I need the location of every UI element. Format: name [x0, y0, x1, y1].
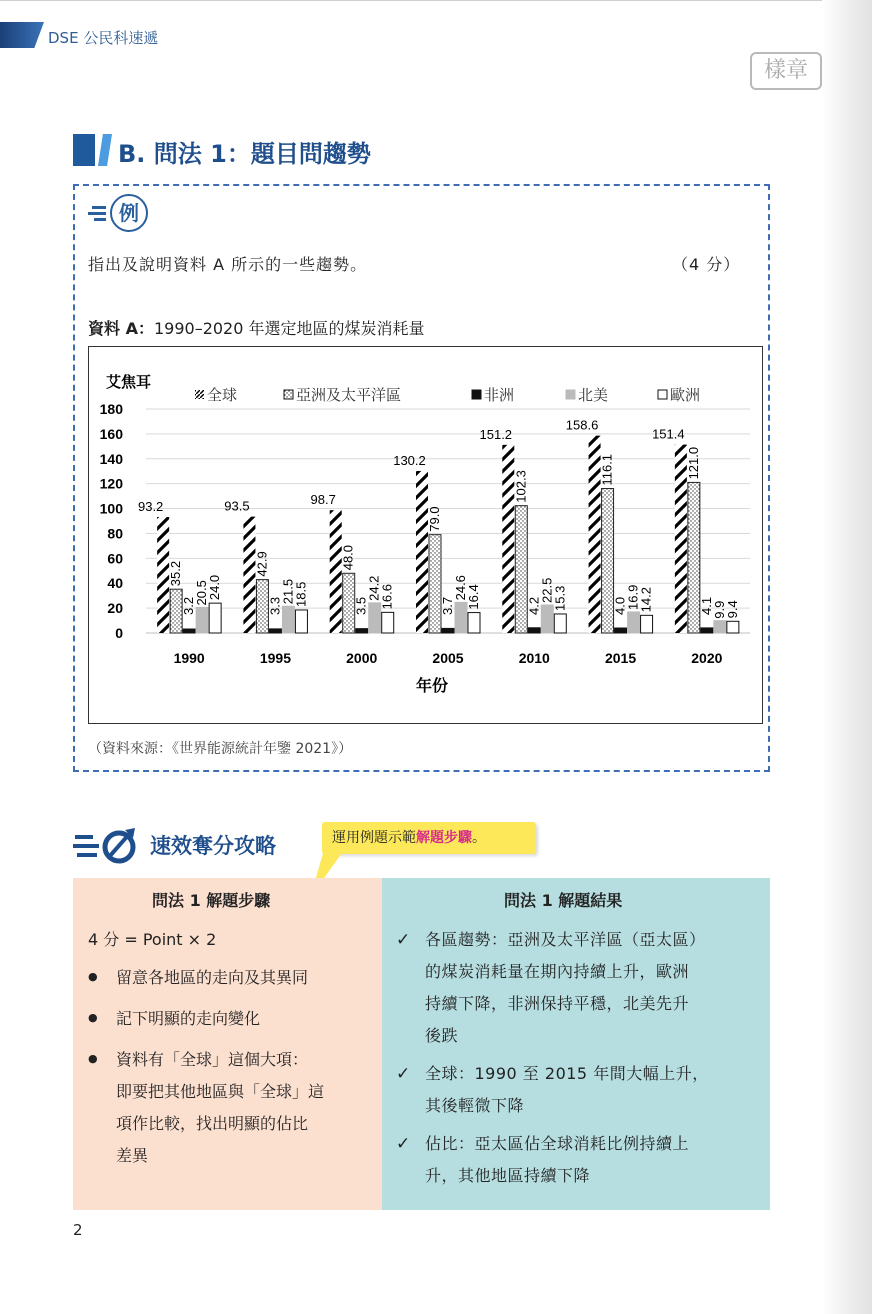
- data-label: 93.5: [224, 498, 250, 514]
- data-label: 14.2: [638, 587, 654, 613]
- x-tick-label: 1995: [259, 650, 292, 666]
- bar-北美: [628, 612, 640, 633]
- y-tick-label: 20: [107, 600, 123, 617]
- data-label: 158.6: [565, 417, 599, 433]
- y-tick-label: 140: [99, 450, 123, 467]
- check-icon: ✓: [396, 1064, 411, 1084]
- y-tick-label: 80: [107, 525, 123, 542]
- page-number: 2: [73, 1221, 83, 1239]
- result-line: 佔比：亞太區佔全球消耗比例持續上: [425, 1134, 690, 1153]
- legend-swatch: [195, 390, 204, 399]
- result-line: 持續下降，非洲保持平穩，北美先升: [425, 994, 690, 1013]
- legend-label: 亞洲及太平洋區: [296, 387, 402, 404]
- y-tick-label: 60: [107, 550, 123, 567]
- data-label: 9.4: [724, 600, 740, 619]
- data-label: 121.0: [685, 446, 701, 480]
- result-line: 的煤炭消耗量在期內持續上升，歐洲: [425, 962, 690, 981]
- question-marks: （4 分）: [672, 255, 741, 274]
- bar-非洲: [183, 629, 195, 633]
- bar-全球: [416, 471, 428, 633]
- check-icon: ✓: [396, 930, 411, 950]
- bar-非洲: [442, 628, 454, 633]
- legend-label: 歐洲: [670, 387, 701, 404]
- section-accent-slash: [98, 134, 112, 166]
- source-title: [88, 316, 425, 339]
- legend-swatch: [284, 390, 293, 399]
- section-title: B. 問法 1：題目問趨勢: [118, 140, 371, 168]
- data-label: 20.5: [194, 580, 210, 606]
- data-label: 42.9: [254, 551, 270, 577]
- x-axis-label: 年份: [415, 678, 449, 695]
- result-line: 各區趨勢：亞洲及太平洋區（亞太區）: [425, 930, 706, 949]
- callout-highlight: 解題步驟: [416, 830, 472, 846]
- bar-亞洲及太平洋區: [429, 535, 441, 633]
- bar-歐洲: [727, 621, 739, 633]
- data-label: 79.0: [427, 506, 442, 532]
- data-label: 3.7: [440, 596, 455, 615]
- legend-label: 非洲: [484, 387, 515, 404]
- example-badge: 例: [110, 194, 148, 232]
- step-item: 記下明顯的走向變化: [116, 1009, 261, 1028]
- data-label: 4.0: [612, 596, 628, 615]
- data-label: 9.9: [711, 600, 727, 619]
- data-label: 16.6: [379, 584, 395, 610]
- source-label: 資料 A：: [88, 319, 154, 338]
- target-arrow-icon: [73, 826, 143, 866]
- callout-suffix: 。: [472, 830, 486, 846]
- question-text: 指出及說明資料 A 所示的一些趨勢。: [88, 255, 368, 274]
- y-tick-label: 160: [99, 425, 123, 442]
- data-label: 93.2: [137, 499, 164, 515]
- data-label: 21.5: [280, 578, 296, 605]
- x-tick-label: 2000: [346, 650, 378, 666]
- data-label: 3.2: [181, 596, 197, 615]
- bar-歐洲: [641, 615, 653, 633]
- bullet-dot-icon: ●: [88, 1011, 98, 1024]
- x-tick-label: 1990: [173, 650, 205, 666]
- data-label: 4.1: [698, 596, 714, 615]
- steps-heading: 問法 1 解題步驟: [152, 891, 271, 910]
- bullet-dot-icon: ●: [88, 1052, 98, 1065]
- header-accent-bar: [0, 22, 44, 48]
- data-label: 48.0: [340, 544, 356, 571]
- data-label: 24.0: [207, 574, 223, 601]
- data-label: 35.2: [168, 560, 184, 587]
- data-label: 24.6: [453, 575, 468, 601]
- source-caption: 1990–2020 年選定地區的煤炭消耗量: [153, 319, 425, 338]
- y-tick-label: 0: [115, 625, 123, 641]
- top-rule: [0, 0, 872, 1]
- bar-北美: [196, 607, 208, 633]
- step-item: 留意各地區的走向及其異同: [116, 968, 309, 987]
- data-label: 3.3: [267, 596, 283, 615]
- data-label: 3.5: [353, 596, 369, 615]
- step-item-line: 即要把其他地區與「全球」這: [116, 1082, 325, 1101]
- data-label: 98.7: [310, 492, 336, 508]
- bar-非洲: [528, 628, 540, 633]
- bar-非洲: [356, 629, 368, 633]
- result-line: 後跌: [425, 1026, 459, 1045]
- results-heading: 問法 1 解題結果: [504, 891, 623, 910]
- data-label: 16.9: [625, 584, 641, 610]
- y-tick-label: 120: [99, 475, 123, 492]
- y-axis-label: 艾焦耳: [106, 374, 152, 391]
- data-label: 130.2: [393, 452, 426, 468]
- result-line: 其後輕微下降: [425, 1096, 525, 1115]
- bar-北美: [282, 606, 294, 633]
- data-label: 151.2: [479, 426, 513, 442]
- sample-stamp: 樣章: [750, 52, 822, 90]
- data-label: 4.2: [526, 596, 542, 615]
- legend-label: 全球: [207, 387, 238, 404]
- bar-歐洲: [209, 603, 221, 633]
- legend-swatch: [566, 390, 575, 399]
- step-item-line: 資料有「全球」這個大項：: [116, 1050, 309, 1069]
- step-item-line: 差異: [116, 1146, 149, 1165]
- source-note: （資料來源：《世界能源統計年鑒 2021》）: [88, 741, 353, 757]
- bar-歐洲: [295, 610, 307, 633]
- legend-swatch: [658, 390, 667, 399]
- bar-全球: [330, 510, 342, 633]
- result-line: 升，其他地區持續下降: [425, 1166, 591, 1185]
- tips-title: 速效奪分攻略: [150, 834, 276, 858]
- bar-歐洲: [468, 613, 480, 633]
- y-tick-label: 180: [99, 401, 123, 417]
- coal-consumption-chart: [88, 346, 763, 724]
- bar-歐洲: [382, 612, 394, 633]
- data-label: 16.4: [466, 584, 481, 610]
- data-label: 18.5: [293, 581, 309, 607]
- header-title: DSE 公民科速遞: [48, 29, 159, 47]
- page-edge-shadow: [822, 0, 872, 1314]
- chart-legend: [195, 387, 700, 404]
- data-label: 15.3: [552, 585, 568, 611]
- data-label: 24.2: [366, 575, 382, 601]
- data-label: 151.4: [652, 426, 685, 442]
- data-label: 116.1: [599, 453, 615, 486]
- bar-非洲: [701, 628, 713, 633]
- check-icon: ✓: [396, 1134, 411, 1154]
- marks-formula: 4 分 = Point × 2: [88, 930, 217, 949]
- y-tick-label: 40: [107, 575, 123, 592]
- step-item-line: 項作比較，找出明顯的佔比: [116, 1114, 309, 1133]
- bullet-dot-icon: ●: [88, 970, 98, 983]
- section-accent-bar: [73, 134, 95, 166]
- x-tick-label: 2005: [432, 650, 464, 666]
- legend-swatch: [472, 390, 481, 399]
- bar-非洲: [269, 629, 281, 633]
- x-tick-label: 2020: [691, 650, 723, 666]
- x-tick-label: 2015: [604, 650, 637, 666]
- result-line: 全球：1990 至 2015 年間大幅上升，: [425, 1064, 709, 1083]
- bar-歐洲: [554, 614, 566, 633]
- data-label: 102.3: [513, 470, 529, 503]
- y-tick-label: 100: [99, 500, 123, 517]
- bar-北美: [714, 621, 726, 633]
- speed-lines-icon: [88, 203, 110, 225]
- bar-非洲: [615, 628, 627, 633]
- callout-prefix: 運用例題示範: [332, 830, 416, 846]
- data-label: 22.5: [539, 577, 555, 603]
- x-tick-label: 2010: [518, 650, 550, 666]
- legend-label: 北美: [578, 387, 609, 404]
